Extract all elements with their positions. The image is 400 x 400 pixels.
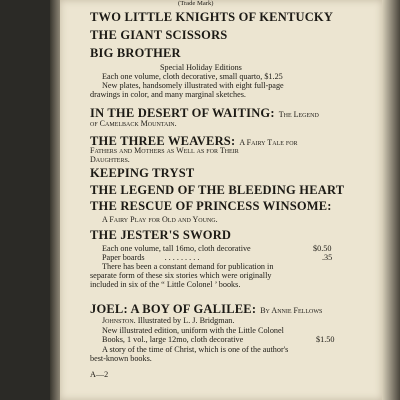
jester-line-1: [102, 244, 251, 253]
title-big-brother: BIG BROTHER: [90, 46, 181, 60]
joel-illustrator: Illustrated by L. J. Bridgman.: [137, 316, 235, 325]
desert-title: IN THE DESERT OF WAITING:: [90, 106, 275, 120]
title-two-little-knights: TWO LITTLE KNIGHTS OF KENTUCKY: [90, 10, 334, 24]
joel-line-4: A story of the time of Christ, which is one of the author's: [102, 345, 289, 354]
weavers-subtitle-2: Fathers and Mothers as Well as for Their: [90, 146, 239, 155]
joel-author: By Annie Fellows: [260, 306, 323, 315]
joel-title: JOEL: A BOY OF GALILEE:: [90, 302, 257, 316]
joel-line-2: New illustrated edition, uniform with the Little Colonel: [102, 326, 284, 335]
winsome-subtitle: A Fairy Play for Old and Young.: [102, 215, 218, 224]
holiday-line-3: drawings in color, and many marginal sketches.: [90, 90, 246, 99]
desert-subtitle: The Legend: [278, 110, 319, 119]
signature-mark: A—2: [90, 370, 109, 379]
jester-line-2-text: Paper boards: [102, 253, 145, 262]
weavers-subtitle: A Fairy Tale for: [239, 138, 298, 147]
book-page: [60, 0, 382, 400]
jester-leader-dots: . . . . . . . . .: [164, 253, 200, 262]
book-edge: [382, 0, 400, 400]
trade-mark: (Trade Mark): [178, 0, 214, 7]
jester-desc-2: separate form of these six stories which were originally: [90, 271, 272, 280]
joel-line-1: [102, 316, 234, 325]
desert-subtitle-2: of Camelback Mountain.: [90, 119, 177, 128]
holiday-line-1: Each one volume, cloth decorative, small quarto, $1.25: [102, 72, 283, 81]
joel-price: $1.50: [316, 335, 335, 344]
title-bleeding-heart: THE LEGEND OF THE BLEEDING HEART: [90, 183, 345, 197]
joel-line-3: Books, 1 vol., large 12mo, cloth decorative: [102, 335, 244, 344]
jester-line-1-text: Each one volume, tall 16mo, cloth decorative: [102, 244, 251, 253]
title-giant-scissors: THE GIANT SCISSORS: [90, 28, 228, 42]
jester-desc-3: included in six of the “ Little Colonel ’ books.: [90, 280, 241, 289]
weavers-title: THE THREE WEAVERS:: [90, 134, 236, 148]
title-princess-winsome: THE RESCUE OF PRINCESS WINSOME:: [90, 199, 332, 213]
joel-author-surname: Johnston.: [102, 316, 136, 325]
title-keeping-tryst: KEEPING TRYST: [90, 166, 195, 180]
jester-price-2: .35: [322, 253, 333, 262]
holiday-heading: Special Holiday Editions: [160, 63, 242, 72]
jester-price-1: $0.50: [313, 244, 332, 253]
title-jesters-sword: THE JESTER'S SWORD: [90, 228, 232, 242]
jester-desc-1: There has been a constant demand for publication in: [102, 262, 274, 271]
jester-line-2: [102, 253, 199, 262]
weavers-subtitle-3: Daughters.: [90, 155, 130, 164]
joel-line-5: best-known books.: [90, 354, 152, 363]
book-gutter: [50, 0, 60, 400]
holiday-line-2: New plates, handsomely illustrated with eight full-page: [102, 81, 284, 90]
